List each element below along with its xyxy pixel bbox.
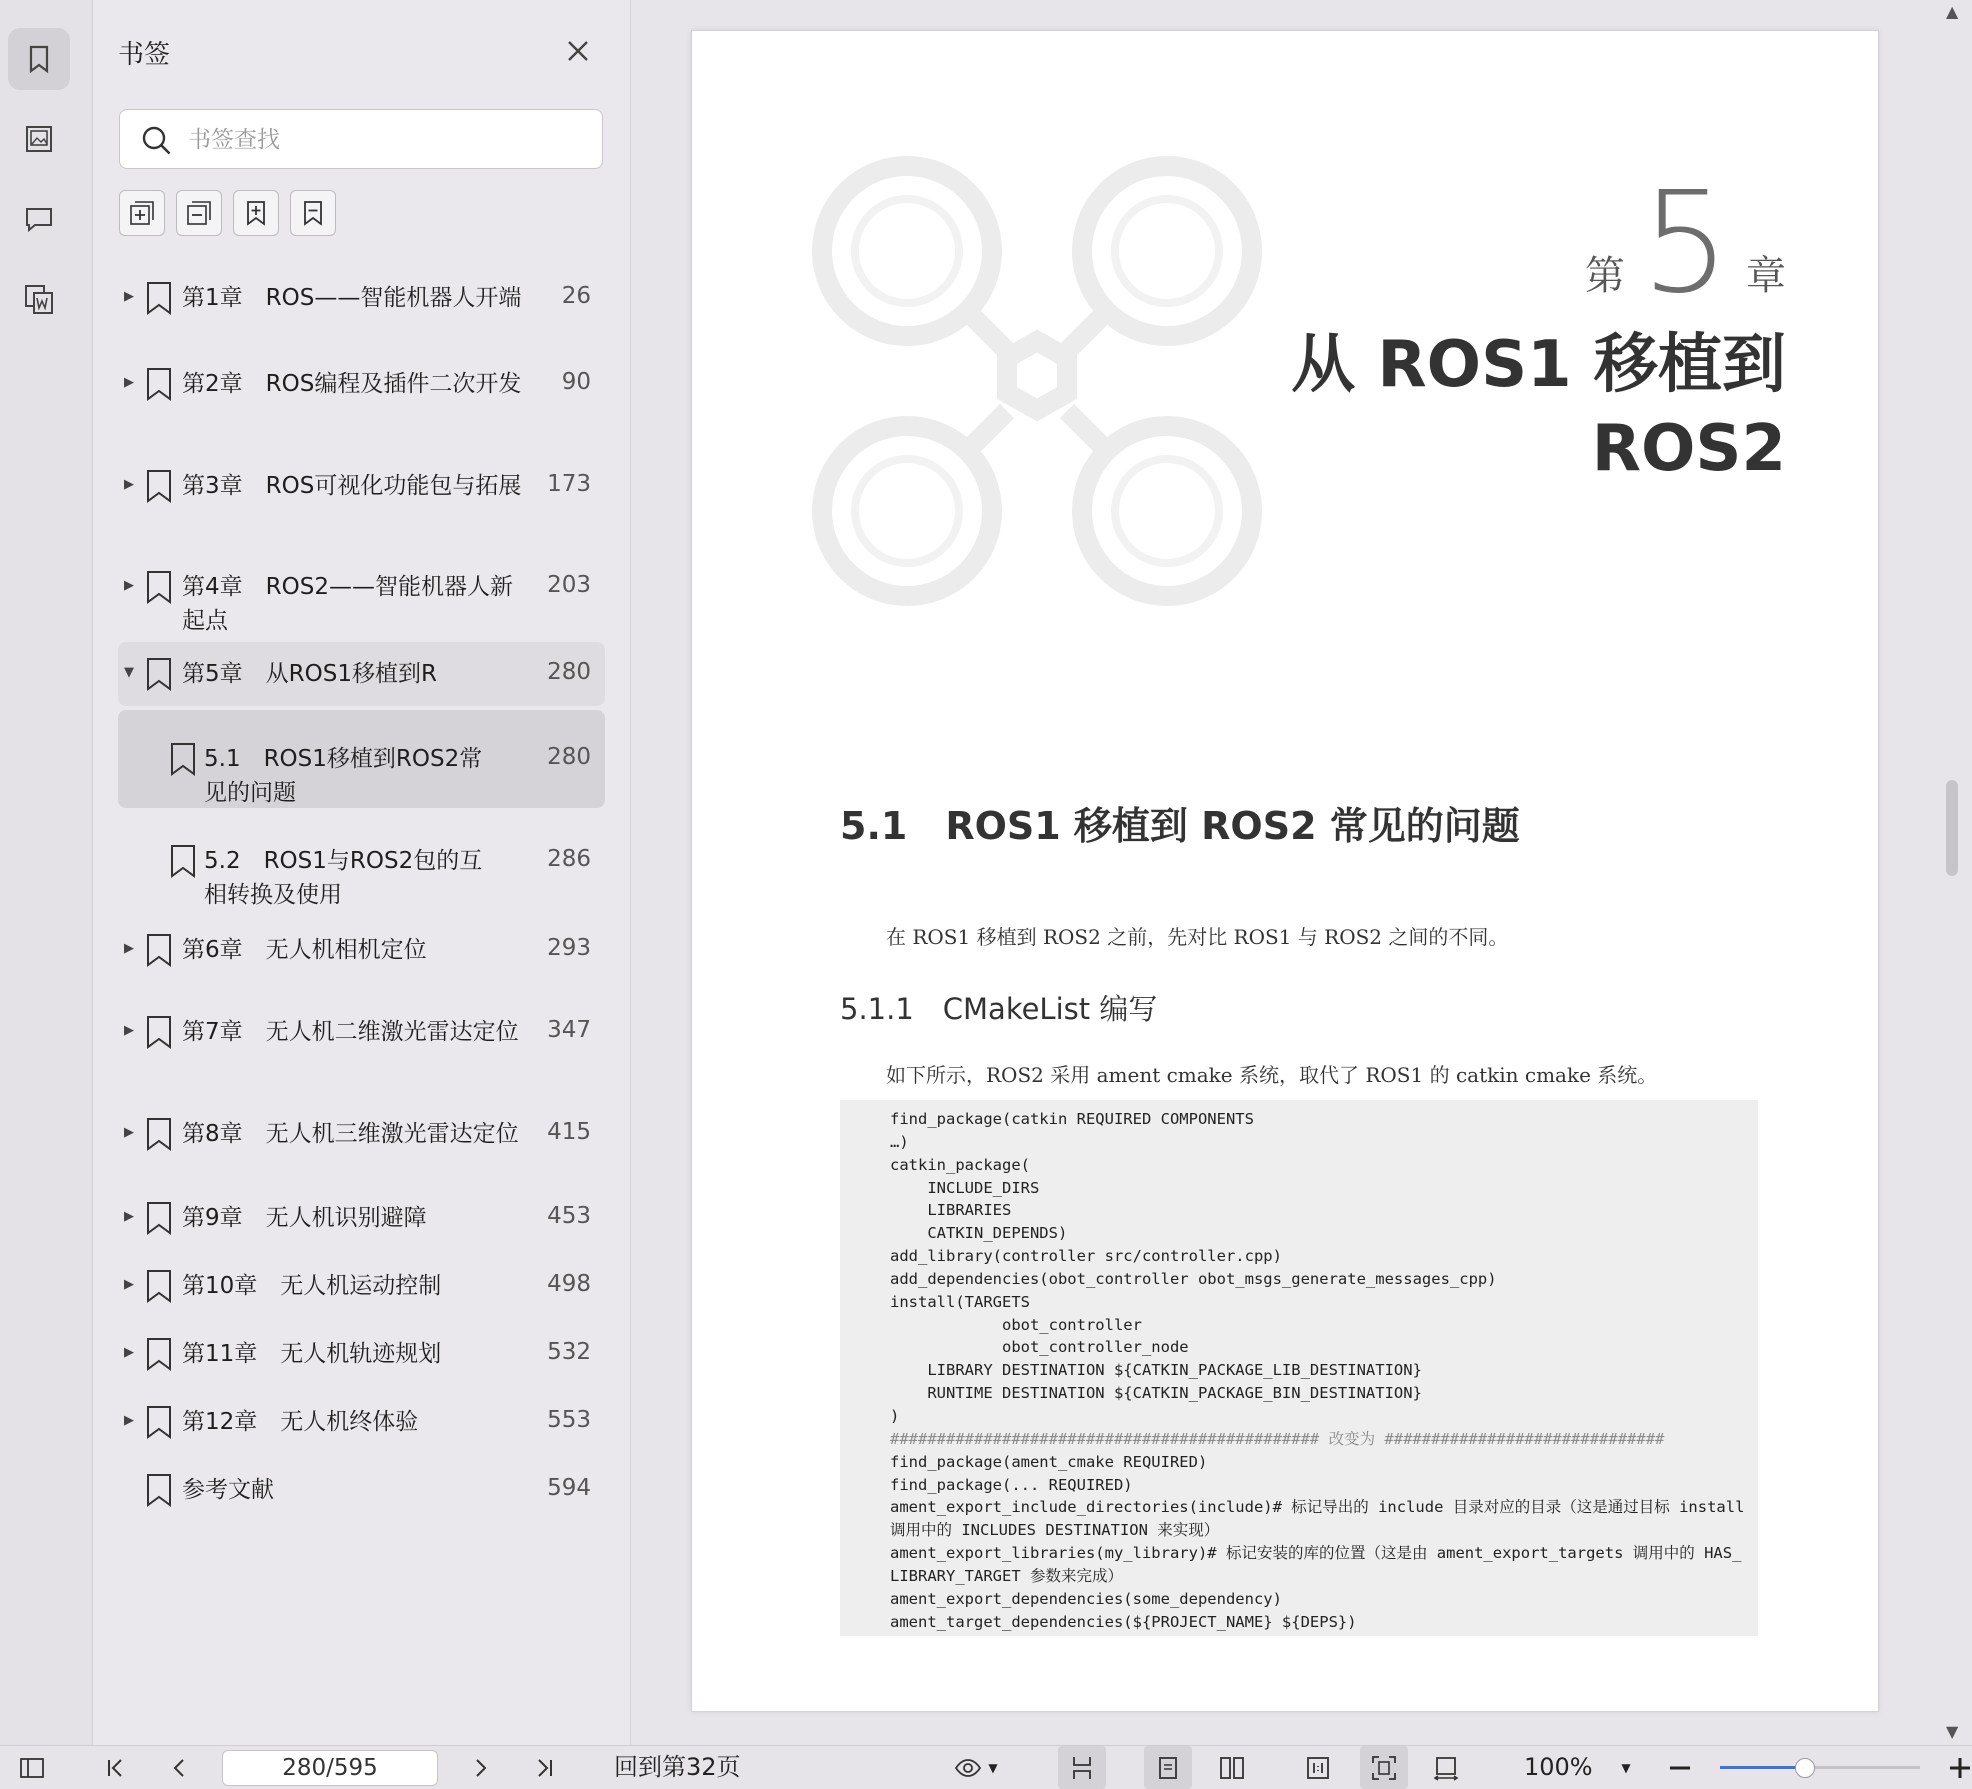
- code-line: add_dependencies(obot_controller obot_msgs_generate_messages_cpp): [890, 1269, 1497, 1288]
- zoom-slider-fill: [1720, 1766, 1804, 1769]
- code-line: ament_export_include_directories(include)# 标记导出的 include 目录对应的目录（这是通过目标 install: [890, 1498, 1745, 1517]
- chapter-title: [1086, 323, 1786, 491]
- chevron-right-icon: [466, 1754, 494, 1782]
- bookmark-item[interactable]: [118, 1196, 605, 1240]
- bookmark-item[interactable]: [118, 344, 605, 424]
- zoom-slider-knob[interactable]: [1795, 1758, 1815, 1778]
- bookmark-item[interactable]: [118, 276, 605, 320]
- code-line: CATKIN_DEPENDS): [890, 1224, 1068, 1243]
- left-rail: [0, 0, 93, 1745]
- collapse-all-icon: [184, 198, 214, 228]
- fit-width-icon: [1432, 1754, 1460, 1782]
- bookmark-icon: [22, 42, 56, 76]
- bookmark-page-number: 415: [547, 1119, 591, 1145]
- bookmark-icon: [144, 1268, 174, 1304]
- bookmark-page-number: 280: [547, 659, 591, 685]
- bookmark-label: 5.1 ROS1移植到ROS2常见的问题: [204, 746, 483, 806]
- code-line: obot_controller_node: [890, 1338, 1189, 1357]
- section-title: 5.1 ROS1 移植到 ROS2 常见的问题: [840, 804, 1520, 848]
- thumbnails-panel-button[interactable]: [8, 108, 70, 170]
- bookmark-label: 第9章 无人机识别避障: [182, 1205, 427, 1231]
- bookmark-label: 第1章 ROS——智能机器人开端: [182, 285, 522, 311]
- code-line: find_package(ament_cmake REQUIRED): [890, 1452, 1208, 1471]
- expand-arrow-icon[interactable]: ▶: [124, 1413, 134, 1428]
- chapter-prefix: 第: [1584, 253, 1625, 299]
- add-bookmark-icon: [241, 198, 271, 228]
- go-back-to-page-link[interactable]: 回到第32页: [614, 1753, 741, 1781]
- bookmark-label: 第2章 ROS编程及插件二次开发: [182, 371, 522, 397]
- bookmark-item[interactable]: [118, 1264, 605, 1308]
- bookmark-item[interactable]: [118, 642, 605, 706]
- expand-arrow-icon[interactable]: ▶: [124, 1277, 134, 1292]
- bookmark-item[interactable]: [118, 928, 605, 972]
- bookmark-item[interactable]: [118, 446, 605, 526]
- bookmark-icon: [144, 280, 174, 316]
- expand-arrow-icon[interactable]: ▶: [124, 477, 134, 492]
- zoom-in-button[interactable]: [1948, 1746, 1972, 1789]
- plus-icon: [1948, 1754, 1972, 1782]
- expand-all-icon: [127, 198, 157, 228]
- bookmark-label: 第7章 无人机二维激光雷达定位: [182, 1019, 519, 1045]
- delete-bookmark-button[interactable]: [290, 190, 336, 236]
- code-line: ): [890, 1406, 900, 1425]
- continuous-scroll-button[interactable]: [1058, 1746, 1106, 1789]
- expand-arrow-icon[interactable]: ▶: [124, 289, 134, 304]
- bookmark-page-number: 286: [547, 846, 591, 872]
- first-page-icon: [102, 1754, 130, 1782]
- chevron-left-icon: [166, 1754, 194, 1782]
- zoom-slider[interactable]: [1720, 1766, 1920, 1769]
- bookmark-icon: [144, 1336, 174, 1372]
- bookmark-subitem[interactable]: [118, 812, 605, 910]
- expand-arrow-icon[interactable]: ▶: [124, 1345, 134, 1360]
- code-line: add_library(controller src/controller.cpp): [890, 1247, 1282, 1266]
- bookmark-icon: [144, 656, 174, 692]
- actual-size-icon: [1304, 1754, 1332, 1782]
- eye-icon: [954, 1754, 982, 1782]
- bookmark-page-number: 594: [547, 1475, 591, 1501]
- bookmark-search-box: [119, 109, 603, 169]
- subsection-paragraph: 如下所示，ROS2 采用 ament cmake 系统，取代了 ROS1 的 catkin cmake 系统。: [886, 1063, 1658, 1087]
- code-line: ament_target_dependencies(${PROJECT_NAME} ${DEPS}): [890, 1612, 1357, 1631]
- bookmark-icon: [144, 1014, 174, 1050]
- zoom-level[interactable]: 100%: [1524, 1753, 1593, 1781]
- chapter-title-line1: 从 ROS1 移植到: [1291, 328, 1786, 402]
- two-page-button[interactable]: [1208, 1746, 1256, 1789]
- collapse-arrow-icon[interactable]: ▼: [124, 665, 134, 680]
- bookmarks-panel-button[interactable]: [8, 28, 70, 90]
- panel-title: 书签: [118, 40, 171, 70]
- bookmark-item[interactable]: [118, 1468, 605, 1512]
- bookmark-page-number: 498: [547, 1271, 591, 1297]
- code-line: LIBRARIES: [890, 1201, 1012, 1220]
- bookmark-icon: [168, 843, 198, 879]
- chapter-suffix: 章: [1746, 253, 1786, 299]
- sidebar-toggle-icon: [18, 1754, 46, 1782]
- code-line: …): [890, 1132, 909, 1151]
- comments-panel-button[interactable]: [8, 188, 70, 250]
- code-line: catkin_package(: [890, 1155, 1030, 1174]
- chapter-heading: [1584, 162, 1786, 325]
- code-line: ament_export_dependencies(some_dependency): [890, 1589, 1282, 1608]
- bookmark-icon: [144, 569, 174, 605]
- code-block: [840, 1100, 1758, 1636]
- bottom-toolbar: [0, 1745, 1972, 1789]
- chapter-number: 5: [1640, 162, 1730, 325]
- bookmark-item[interactable]: [118, 992, 605, 1072]
- bookmark-page-number: 453: [547, 1203, 591, 1229]
- scroll-down-arrow-icon[interactable]: ▼: [1946, 1722, 1959, 1741]
- actual-size-button[interactable]: [1294, 1746, 1342, 1789]
- comment-icon: [22, 202, 56, 236]
- continuous-scroll-icon: [1068, 1754, 1096, 1782]
- bookmark-page-number: 203: [547, 572, 591, 598]
- pdf-page: [691, 30, 1879, 1712]
- bookmark-item[interactable]: [118, 1400, 605, 1444]
- bookmark-page-number: 26: [561, 283, 591, 309]
- next-page-button[interactable]: [462, 1746, 498, 1789]
- vertical-scrollbar-thumb[interactable]: [1946, 780, 1958, 876]
- bookmark-label: 参考文献: [182, 1477, 274, 1503]
- toggle-sidebar-button[interactable]: [12, 1746, 52, 1789]
- code-line: 调用中的 INCLUDES DESTINATION 来实现）: [890, 1521, 1220, 1540]
- image-icon: [22, 122, 56, 156]
- code-listing: [840, 1100, 1758, 1633]
- bookmark-panel: [93, 0, 631, 1745]
- bookmark-label: 第3章 ROS可视化功能包与拓展: [182, 473, 522, 499]
- bookmark-label: 第8章 无人机三维激光雷达定位: [182, 1121, 519, 1147]
- code-line: ############################################## 改变为 ##############################: [890, 1429, 1665, 1448]
- bookmark-item[interactable]: [118, 1094, 605, 1174]
- document-view[interactable]: [631, 0, 1972, 1745]
- close-icon[interactable]: [563, 36, 593, 66]
- code-line: obot_controller: [890, 1315, 1142, 1334]
- convert-panel-button[interactable]: [8, 268, 70, 330]
- read-mode-button[interactable]: [948, 1746, 1004, 1789]
- single-page-icon: [1154, 1754, 1182, 1782]
- code-line: LIBRARY_TARGET 参数来完成）: [890, 1566, 1123, 1585]
- bookmark-toolbar: [119, 190, 336, 236]
- code-line: RUNTIME DESTINATION ${CATKIN_PACKAGE_BIN_DESTINATION}: [890, 1384, 1422, 1403]
- collapse-all-button[interactable]: [176, 190, 222, 236]
- expand-arrow-icon[interactable]: ▶: [124, 1023, 134, 1038]
- two-page-icon: [1218, 1754, 1246, 1782]
- code-line: find_package(... REQUIRED): [890, 1475, 1133, 1494]
- expand-arrow-icon[interactable]: ▶: [124, 1209, 134, 1224]
- add-bookmark-button[interactable]: [233, 190, 279, 236]
- bookmark-icon: [144, 1200, 174, 1236]
- fit-page-icon: [1370, 1754, 1398, 1782]
- chevron-down-icon: ▼: [988, 1760, 998, 1775]
- bookmark-page-number: 293: [547, 935, 591, 961]
- bookmark-label: 第10章 无人机运动控制: [182, 1273, 442, 1299]
- expand-arrow-icon[interactable]: ▶: [124, 375, 134, 390]
- bookmark-label: 第5章 从ROS1移植到R: [182, 661, 437, 687]
- remove-bookmark-icon: [298, 198, 328, 228]
- fit-page-button[interactable]: [1360, 1746, 1408, 1789]
- chapter-title-line2: ROS2: [1591, 412, 1786, 486]
- bookmark-page-number: 553: [547, 1407, 591, 1433]
- bookmark-icon: [144, 1472, 174, 1508]
- bookmark-icon: [144, 932, 174, 968]
- bookmark-label: 第6章 无人机相机定位: [182, 937, 427, 963]
- intro-paragraph: 在 ROS1 移植到 ROS2 之前，先对比 ROS1 与 ROS2 之间的不同。: [886, 925, 1509, 949]
- first-page-button[interactable]: [98, 1746, 134, 1789]
- expand-arrow-icon[interactable]: ▶: [124, 941, 134, 956]
- zoom-dropdown-chevron-down-icon[interactable]: ▼: [1621, 1760, 1631, 1775]
- bookmark-item[interactable]: [118, 547, 605, 634]
- fit-width-button[interactable]: [1422, 1746, 1470, 1789]
- last-page-icon: [530, 1754, 558, 1782]
- bookmark-label: 第12章 无人机终体验: [182, 1409, 419, 1435]
- search-icon: [140, 124, 174, 158]
- code-line: LIBRARY DESTINATION ${CATKIN_PACKAGE_LIB_DESTINATION}: [890, 1361, 1422, 1380]
- bookmark-icon: [168, 741, 198, 777]
- bookmark-page-number: 90: [561, 369, 591, 395]
- code-line: find_package(catkin REQUIRED COMPONENTS: [890, 1110, 1254, 1128]
- code-line: install(TARGETS: [890, 1292, 1030, 1311]
- bookmark-label: 5.2 ROS1与ROS2包的互相转换及使用: [204, 848, 483, 908]
- code-line: INCLUDE_DIRS: [890, 1178, 1040, 1197]
- bookmark-item[interactable]: [118, 1332, 605, 1376]
- bookmark-icon: [144, 468, 174, 504]
- page-number-input[interactable]: 280/595: [222, 1750, 438, 1786]
- minus-icon: [1666, 1754, 1694, 1782]
- bookmark-icon: [144, 366, 174, 402]
- previous-page-button[interactable]: [162, 1746, 198, 1789]
- zoom-out-button[interactable]: [1664, 1746, 1696, 1789]
- bookmark-page-number: 347: [547, 1017, 591, 1043]
- last-page-button[interactable]: [526, 1746, 562, 1789]
- bookmark-page-number: 280: [547, 744, 591, 770]
- code-line: ament_export_libraries(my_library)# 标记安装的库的位置（这是由 ament_export_targets 调用中的 HAS_: [890, 1544, 1742, 1563]
- bookmark-page-number: 532: [547, 1339, 591, 1365]
- bookmark-subitem[interactable]: [118, 710, 605, 808]
- subsection-title: 5.1.1 CMakeList 编写: [840, 992, 1158, 1026]
- word-convert-icon: [22, 282, 56, 316]
- bookmark-search-input[interactable]: [186, 120, 590, 160]
- scroll-up-arrow-icon[interactable]: ▲: [1946, 2, 1959, 21]
- bookmark-label: 第11章 无人机轨迹规划: [182, 1341, 442, 1367]
- expand-arrow-icon[interactable]: ▶: [124, 1125, 134, 1140]
- expand-all-button[interactable]: [119, 190, 165, 236]
- expand-arrow-icon[interactable]: ▶: [124, 578, 134, 593]
- bookmark-label: 第4章 ROS2——智能机器人新起点: [182, 574, 513, 634]
- bookmark-page-number: 173: [547, 471, 591, 497]
- single-page-button[interactable]: [1144, 1746, 1192, 1789]
- bookmark-icon: [144, 1404, 174, 1440]
- bookmark-icon: [144, 1116, 174, 1152]
